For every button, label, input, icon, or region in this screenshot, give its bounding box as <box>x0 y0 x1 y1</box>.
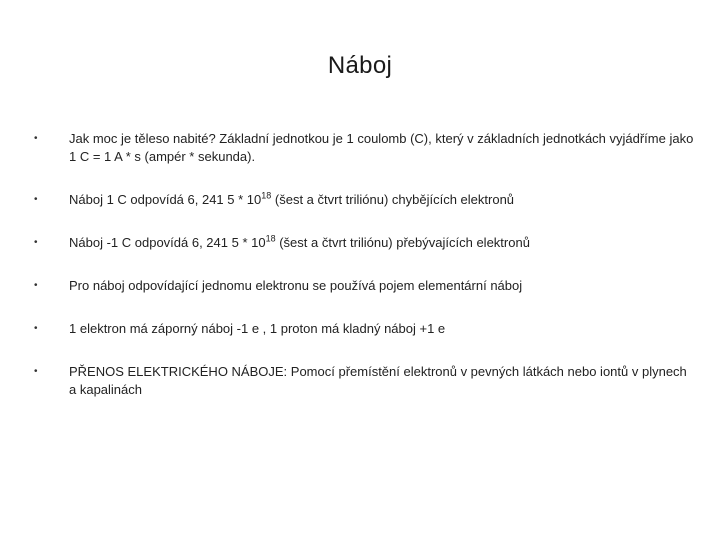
bullet-text-pre: Náboj 1 C odpovídá 6, 241 5 * 10 <box>69 192 262 207</box>
bullet-item <box>34 234 694 252</box>
bullet-text: 1 elektron má záporný náboj -1 e , 1 proton má kladný náboj +1 e <box>69 321 446 336</box>
bullet-item <box>34 130 694 166</box>
bullet-text: PŘENOS ELEKTRICKÉHO NÁBOJE: Pomocí přemístění elektronů v pevných látkách nebo iontů v plynech a kapalinách <box>69 364 687 397</box>
bullet-text-post: (šest a čtvrt triliónu) přebývajících elektronů <box>275 235 530 250</box>
bullet-text <box>69 192 514 207</box>
bullet-item <box>34 320 694 338</box>
exponent: 18 <box>261 190 272 201</box>
bullet-list <box>34 130 694 424</box>
bullet-item <box>34 363 694 399</box>
bullet-point-icon: • <box>34 194 38 205</box>
bullet-point-icon: • <box>34 237 38 248</box>
bullet-text-post: (šest a čtvrt triliónu) chybějících elektronů <box>271 192 515 207</box>
bullet-text: Jak moc je těleso nabité? Základní jednotkou je 1 coulomb (C), který v základních jednotkách vyjádříme jako 1 C = 1 A * s (ampér * sekunda). <box>69 131 694 164</box>
bullet-text <box>69 235 530 250</box>
bullet-item <box>34 191 694 209</box>
bullet-point-icon: • <box>34 280 38 291</box>
bullet-text: Pro náboj odpovídající jednomu elektronu se používá pojem elementární náboj <box>69 278 523 293</box>
bullet-point-icon: • <box>34 133 38 144</box>
bullet-point-icon: • <box>34 323 38 334</box>
exponent: 18 <box>265 233 276 244</box>
slide-title: Náboj <box>327 52 393 79</box>
bullet-item <box>34 277 694 295</box>
bullet-text-pre: Náboj -1 C odpovídá 6, 241 5 * 10 <box>69 235 266 250</box>
bullet-point-icon: • <box>34 366 38 377</box>
